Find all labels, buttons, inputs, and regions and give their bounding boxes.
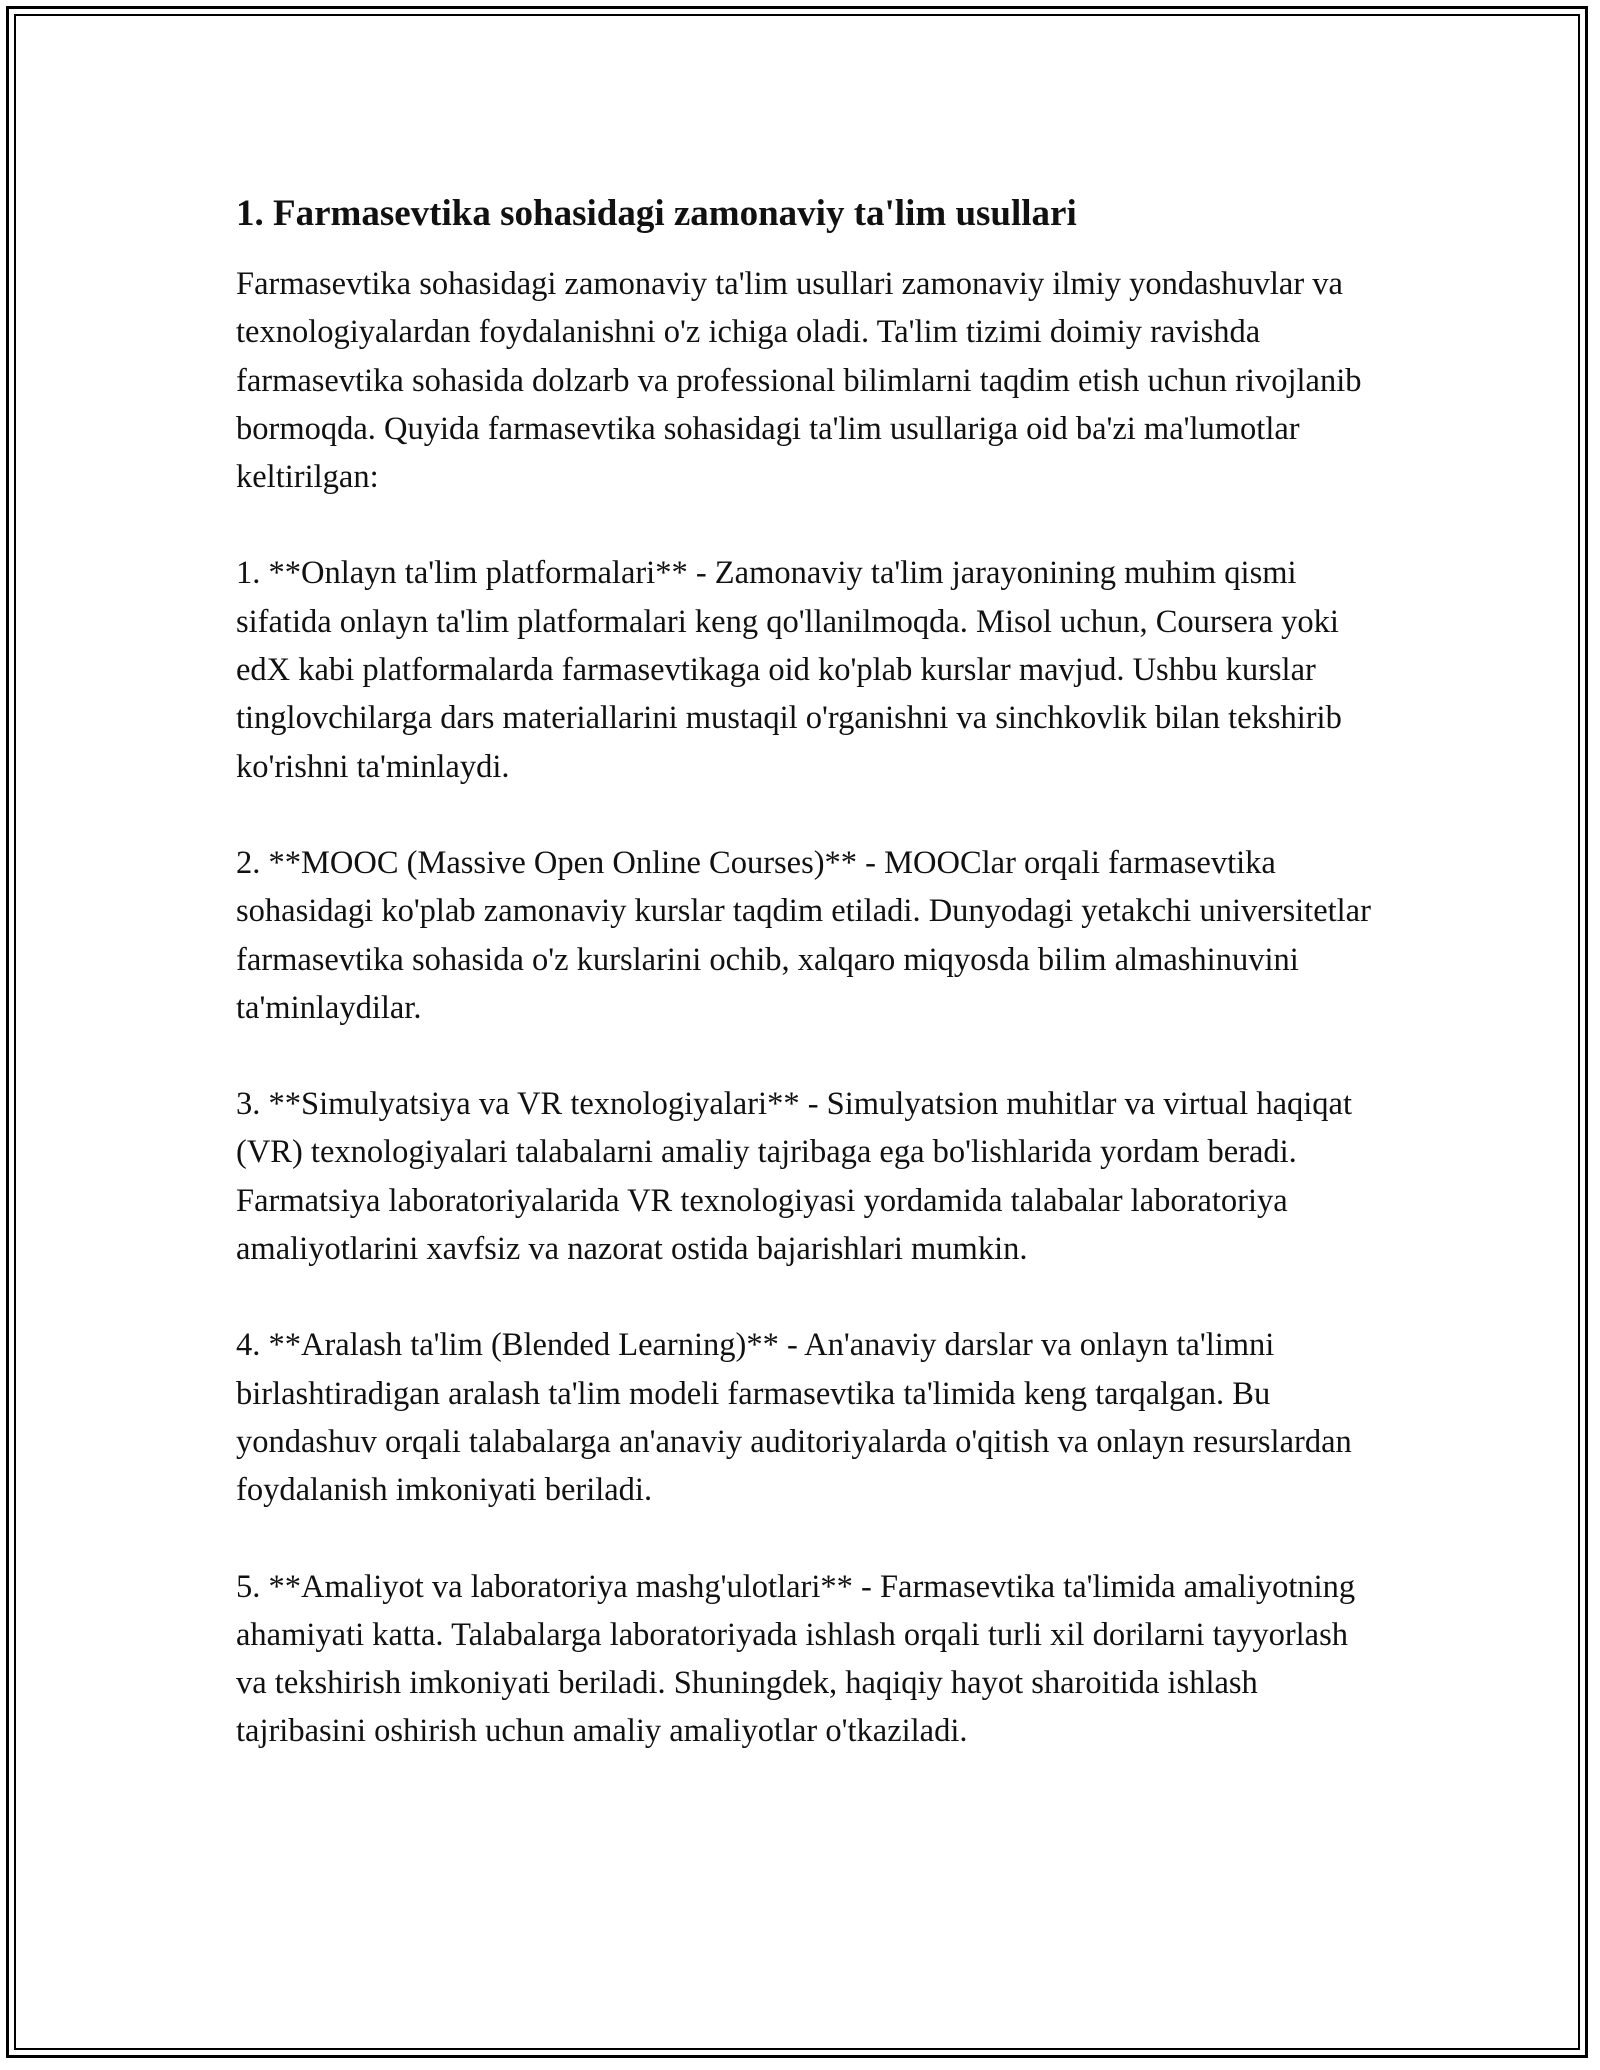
list-item-practice-lab: 5. **Amaliyot va laboratoriya mashg'ulotlari** - Farmasevtika ta'limida amaliyotning ahamiyati katta. Talabalarga laboratoriyada ishlash orqali turli xil dorilarni tayyorlash va tekshirish imkoniyati beriladi. Shuningdek, haqiqiy hayot sharoitida ishlash tajribasini oshirish uchun amaliy amaliyotlar o'tkaziladi. bbox=[236, 1568, 1356, 1750]
list-item-online-platforms: 1. **Onlayn ta'lim platformalari** - Zamonaviy ta'lim jarayonining muhim qismi sifatida onlayn ta'lim platformalari keng qo'llanilmoqda. Misol uchun, Coursera yoki edX kabi platformalarda farmasevtikaga oid ko'plab kurslar mavjud. Ushbu kurslar tinglovchilarga dars materiallarini mustaqil o'rganishni va sinchkovlik bilan tekshirib ko'rishni ta'minlaydi. bbox=[236, 555, 1342, 785]
list-item-simulation-vr: 3. **Simulyatsiya va VR texnologiyalari** - Simulyatsion muhitlar va virtual haqiqat (VR) texnologiyalari talabalarni amaliy tajribaga ega bo'lishlarida yordam beradi. Farmatsiya laboratoriyalarida VR texnologiyasi yordamida talabalar laboratoriya amaliyotlarini xavfsiz va nazorat ostida bajarishlari mumkin. bbox=[236, 1086, 1352, 1268]
list-item-blended-learning: 4. **Aralash ta'lim (Blended Learning)** - An'anaviy darslar va onlayn ta'limni birlashtiradigan aralash ta'lim modeli farmasevtika ta'limida keng tarqalgan. Bu yondashuv orqali talabalarga an'anaviy auditoriyalarda o'qitish va onlayn resurslardan foydalanish imkoniyati beriladi. bbox=[236, 1327, 1352, 1509]
list-item-mooc: 2. **MOOC (Massive Open Online Courses)** - MOOClar orqali farmasevtika sohasidagi ko'plab zamonaviy kurslar taqdim etiladi. Dunyodagi yetakchi universitetlar farmasevtika sohasida o'z kurslarini ochib, xalqaro miqyosda bilim almashinuvini ta'minlaydilar. bbox=[236, 844, 1371, 1026]
document-body bbox=[236, 188, 1376, 1804]
intro-paragraph: Farmasevtika sohasidagi zamonaviy ta'lim usullari zamonaviy ilmiy yondashuvlar va texnologiyalardan foydalanishni o'z ichiga oladi. Ta'lim tizimi doimiy ravishda farmasevtika sohasida dolzarb va professional bilimlarni taqdim etish uchun rivojlanib bormoqda. Quyida farmasevtika sohasidagi ta'lim usullariga oid ba'zi ma'lumotlar keltirilgan: bbox=[236, 266, 1362, 496]
document-title: 1. Farmasevtika sohasidagi zamonaviy ta'lim usullari bbox=[236, 193, 1077, 234]
